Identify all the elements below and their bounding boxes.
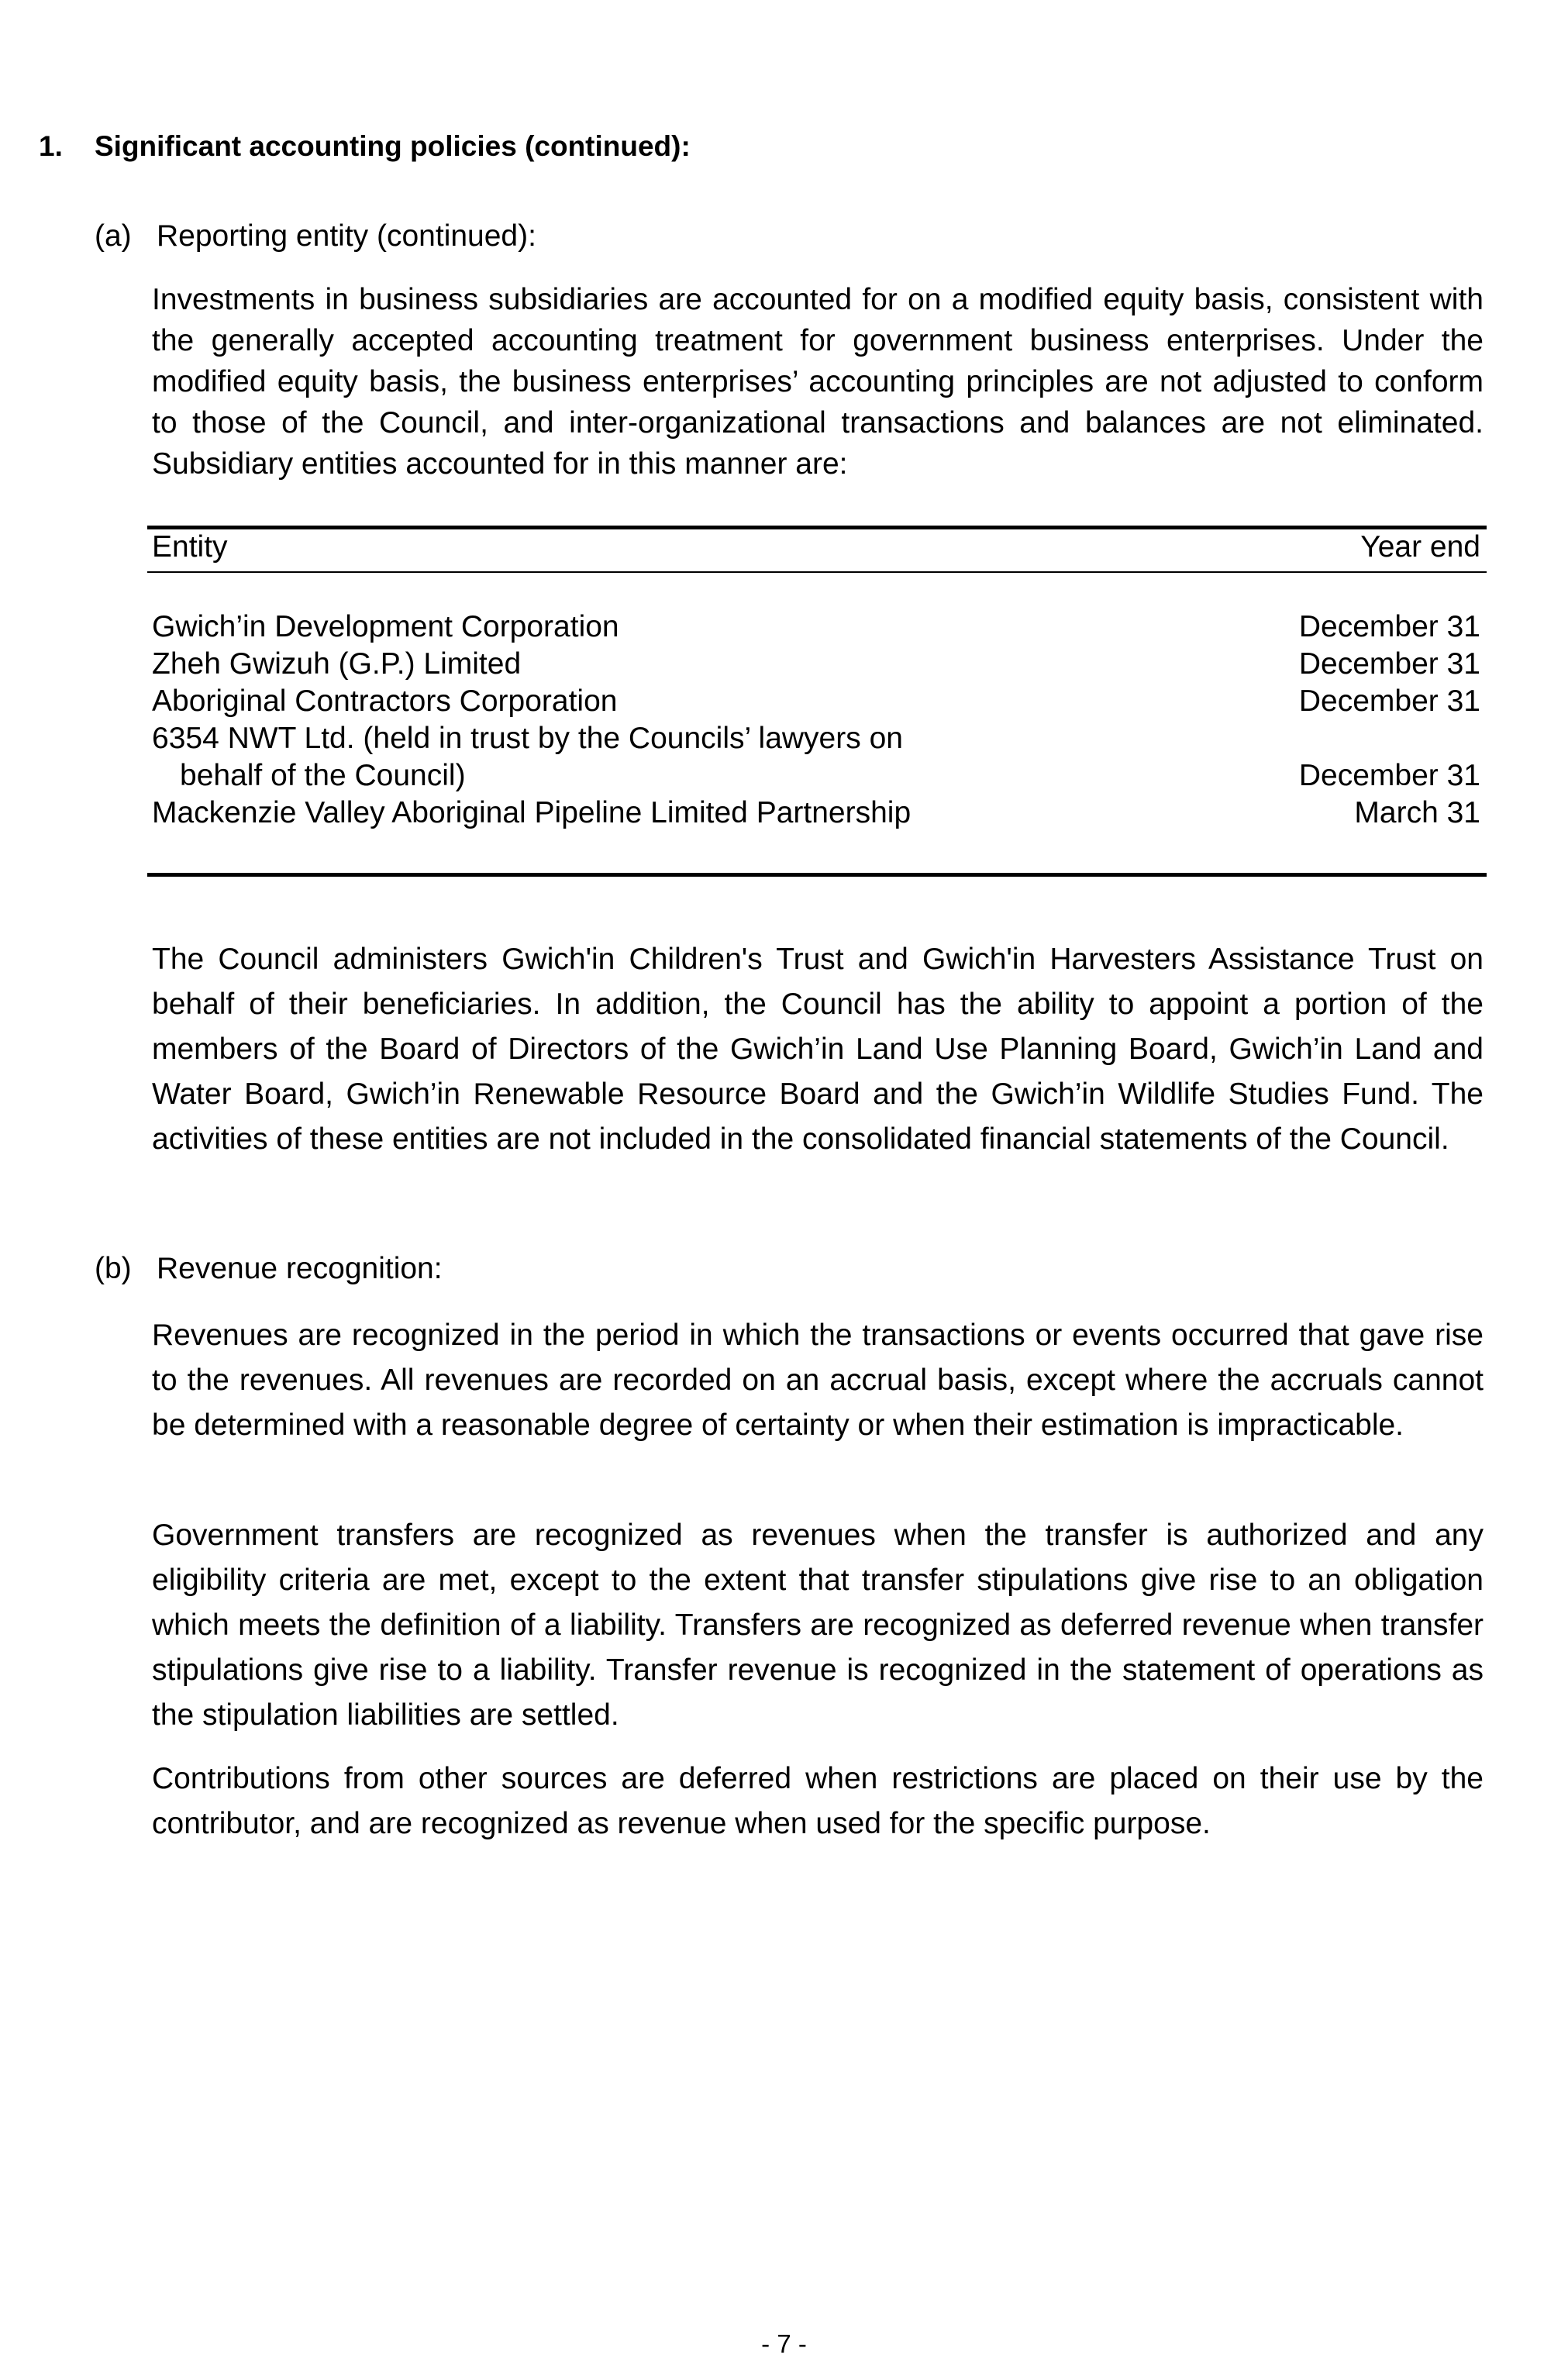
revenue-paragraph-3: Contributions from other sources are deferred when restrictions are placed on their use by the contributor, and are recognized as revenue when used for the specific purpose. [152, 1762, 1484, 1840]
page-number: - 7 - [761, 2329, 807, 2358]
entity-year-end: March 31 [1354, 796, 1480, 829]
revenue-paragraph-2: Government transfers are recognized as revenues when the transfer is authorized and any eligibility criteria are met, except to the extent that transfer stipulations give rise to an obligation which meets the definition of a liability. Transfers are recognized as deferred revenue when transfer stipulations give rise to a liability. Transfer revenue is recognized in the statement of operations as the stipulation liabilities are settled. [152, 1519, 1484, 1732]
table-row [152, 795, 1480, 832]
entity-name: behalf of the Council) [180, 759, 466, 792]
entity-year-end: December 31 [1298, 647, 1480, 681]
revenue-paragraph-1: Revenues are recognized in the period in which the transactions or events occurred that gave rise to the revenues. All revenues are recorded on an accrual basis, except where the accruals cannot be determined with a reasonable degree of certainty or when their estimation is impracticable. [152, 1319, 1484, 1442]
table-row [152, 646, 1480, 683]
subsection-a-heading [95, 219, 536, 253]
table-bottom-rule [147, 873, 1487, 877]
entity-year-end: December 31 [1298, 759, 1480, 792]
entity-name: Mackenzie Valley Aboriginal Pipeline Limited Partnership [152, 796, 912, 829]
subsection-b-heading [95, 1252, 443, 1286]
entity-name: Aboriginal Contractors Corporation [152, 684, 618, 718]
entity-name: 6354 NWT Ltd. (held in trust by the Councils’ lawyers on [152, 722, 903, 755]
table-header-rule [147, 571, 1487, 573]
entity-name: Zheh Gwizuh (G.P.) Limited [152, 647, 522, 681]
table-row [152, 757, 1480, 795]
subsection-b-title: Revenue recognition: [157, 1252, 443, 1285]
table-top-rule [147, 526, 1487, 529]
section-title: Significant accounting policies (continued): [95, 130, 691, 162]
subsection-a-letter: (a) [95, 219, 132, 253]
section-heading [39, 130, 691, 163]
subsection-b-letter: (b) [95, 1252, 132, 1285]
reporting-entity-paragraph-1: Investments in business subsidiaries are accounted for on a modified equity basis, consistent with the generally accepted accounting treatment for government business enterprises. Under the modified equity basis, the business enterprises’ accounting principles are not adjusted to conform to those of the Council, and inter-organizational transactions and balances are not eliminated. Subsidiary entities accounted for in this manner are: [152, 283, 1484, 481]
entity-year-end: December 31 [1298, 610, 1480, 643]
table-header-entity: Entity [152, 530, 228, 564]
entity-year-end: December 31 [1298, 684, 1480, 718]
entity-name: Gwich’in Development Corporation [152, 610, 619, 643]
table-row [152, 720, 1480, 757]
table-header [152, 530, 1480, 564]
reporting-entity-paragraph-2: The Council administers Gwich'in Children's Trust and Gwich'in Harvesters Assistance Trust on behalf of their beneficiaries. In addition, the Council has the ability to appoint a portion of the members of the Board of Directors of the Gwich’in Land Use Planning Board, Gwich’in Land and Water Board, Gwich’in Renewable Resource Board and the Gwich’in Wildlife Studies Fund. The activities of these entities are not included in the consolidated financial statements of the Council. [152, 943, 1484, 1156]
table-row [152, 609, 1480, 646]
subsection-a-title: Reporting entity (continued): [157, 219, 536, 253]
section-number: 1. [39, 130, 63, 162]
table-row [152, 683, 1480, 720]
table-header-year-end: Year end [1360, 530, 1480, 564]
